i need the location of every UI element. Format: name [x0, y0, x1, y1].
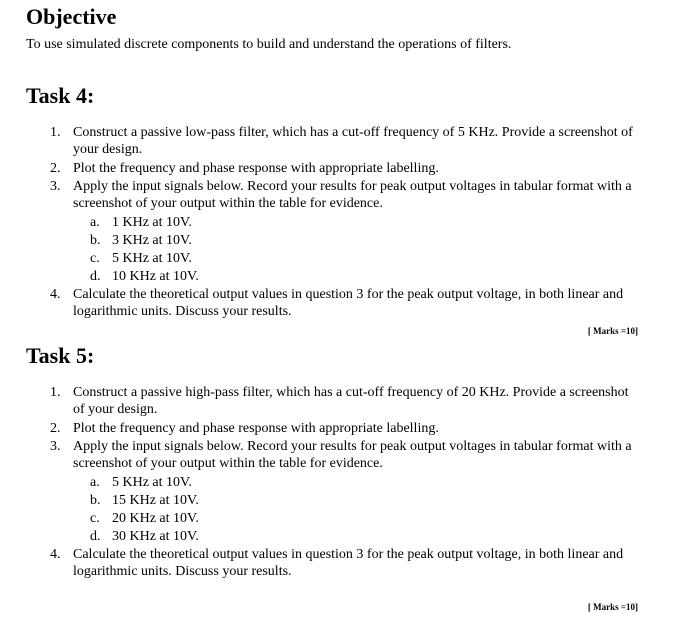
task5-item-4-number: 4. [50, 547, 61, 562]
task4-item-4-number: 4. [50, 287, 61, 302]
task5-item-2 [0, 420, 676, 438]
task5-subitem-c [0, 510, 676, 528]
task4-subitem-b [0, 232, 676, 250]
task4-subitem-c-label: c. [90, 251, 100, 266]
task5-subitem-a-label: a. [90, 475, 100, 490]
task4-item-3 [0, 178, 676, 214]
task4-subitem-b-text: 3 KHz at 10V. [112, 233, 192, 248]
task4-subitem-d-label: d. [90, 269, 101, 284]
task5-item-3-text: Apply the input signals below. Record your results for peak output voltages in tabular format with a screenshot of your output within the table for evidence. [73, 439, 632, 471]
task5-subitem-d-label: d. [90, 529, 101, 544]
task4-subitem-c-text: 5 KHz at 10V. [112, 251, 192, 266]
task4-heading: Task 4: [26, 83, 95, 108]
objective-text: To use simulated discrete components to build and understand the operations of filters. [26, 37, 512, 52]
task4-item-1-number: 1. [50, 125, 61, 140]
task5-marks: [ Marks =10] [587, 602, 638, 612]
task5-subitem-b-label: b. [90, 493, 101, 508]
task4-item-4 [0, 286, 676, 322]
task4-marks: [ Marks =10] [587, 326, 638, 336]
task4-list [0, 124, 676, 322]
task5-item-3 [0, 438, 676, 474]
task5-subitem-b-text: 15 KHz at 10V. [112, 493, 199, 508]
task5-subitem-c-label: c. [90, 511, 100, 526]
task4-item-3-text: Apply the input signals below. Record your results for peak output voltages in tabular format with a screenshot of your output within the table for evidence. [73, 179, 632, 211]
task5-item-2-number: 2. [50, 421, 61, 436]
task5-item-1-number: 1. [50, 385, 61, 400]
task4-item-3-number: 3. [50, 179, 61, 194]
objective-heading: Objective [26, 4, 117, 29]
task4-subitem-a [0, 214, 676, 232]
task5-item-2-text: Plot the frequency and phase response with appropriate labelling. [73, 421, 439, 436]
task4-subitem-b-label: b. [90, 233, 101, 248]
task4-item-4-text: Calculate the theoretical output values in question 3 for the peak output voltage, in both linear and logarithmic units. Discuss your results. [73, 287, 624, 319]
task5-subitem-d [0, 528, 676, 546]
task4-subitem-c [0, 250, 676, 268]
task5-item-4-text: Calculate the theoretical output values in question 3 for the peak output voltage, in both linear and logarithmic units. Discuss your results. [73, 547, 624, 579]
task4-subitem-d-text: 10 KHz at 10V. [112, 269, 199, 284]
task5-item-4 [0, 546, 676, 582]
task5-subitem-a [0, 474, 676, 492]
task5-item-1-text: Construct a passive high-pass filter, which has a cut-off frequency of 20 KHz. Provide a screenshot of your design. [73, 385, 629, 417]
task4-item-2 [0, 160, 676, 178]
task5-heading: Task 5: [26, 343, 95, 368]
task4-item-2-text: Plot the frequency and phase response with appropriate labelling. [73, 161, 439, 176]
task4-subitem-a-text: 1 KHz at 10V. [112, 215, 192, 230]
task5-item-3-number: 3. [50, 439, 61, 454]
task5-subitem-a-text: 5 KHz at 10V. [112, 475, 192, 490]
task4-subitem-d [0, 268, 676, 286]
task5-item-1 [0, 384, 676, 420]
task5-list [0, 384, 676, 582]
task4-subitem-a-label: a. [90, 215, 100, 230]
task4-item-1 [0, 124, 676, 160]
task5-subitem-d-text: 30 KHz at 10V. [112, 529, 199, 544]
task5-subitem-b [0, 492, 676, 510]
task4-item-1-text: Construct a passive low-pass filter, which has a cut-off frequency of 5 KHz. Provide a screenshot of your design. [73, 125, 633, 157]
task5-subitem-c-text: 20 KHz at 10V. [112, 511, 199, 526]
task4-item-2-number: 2. [50, 161, 61, 176]
